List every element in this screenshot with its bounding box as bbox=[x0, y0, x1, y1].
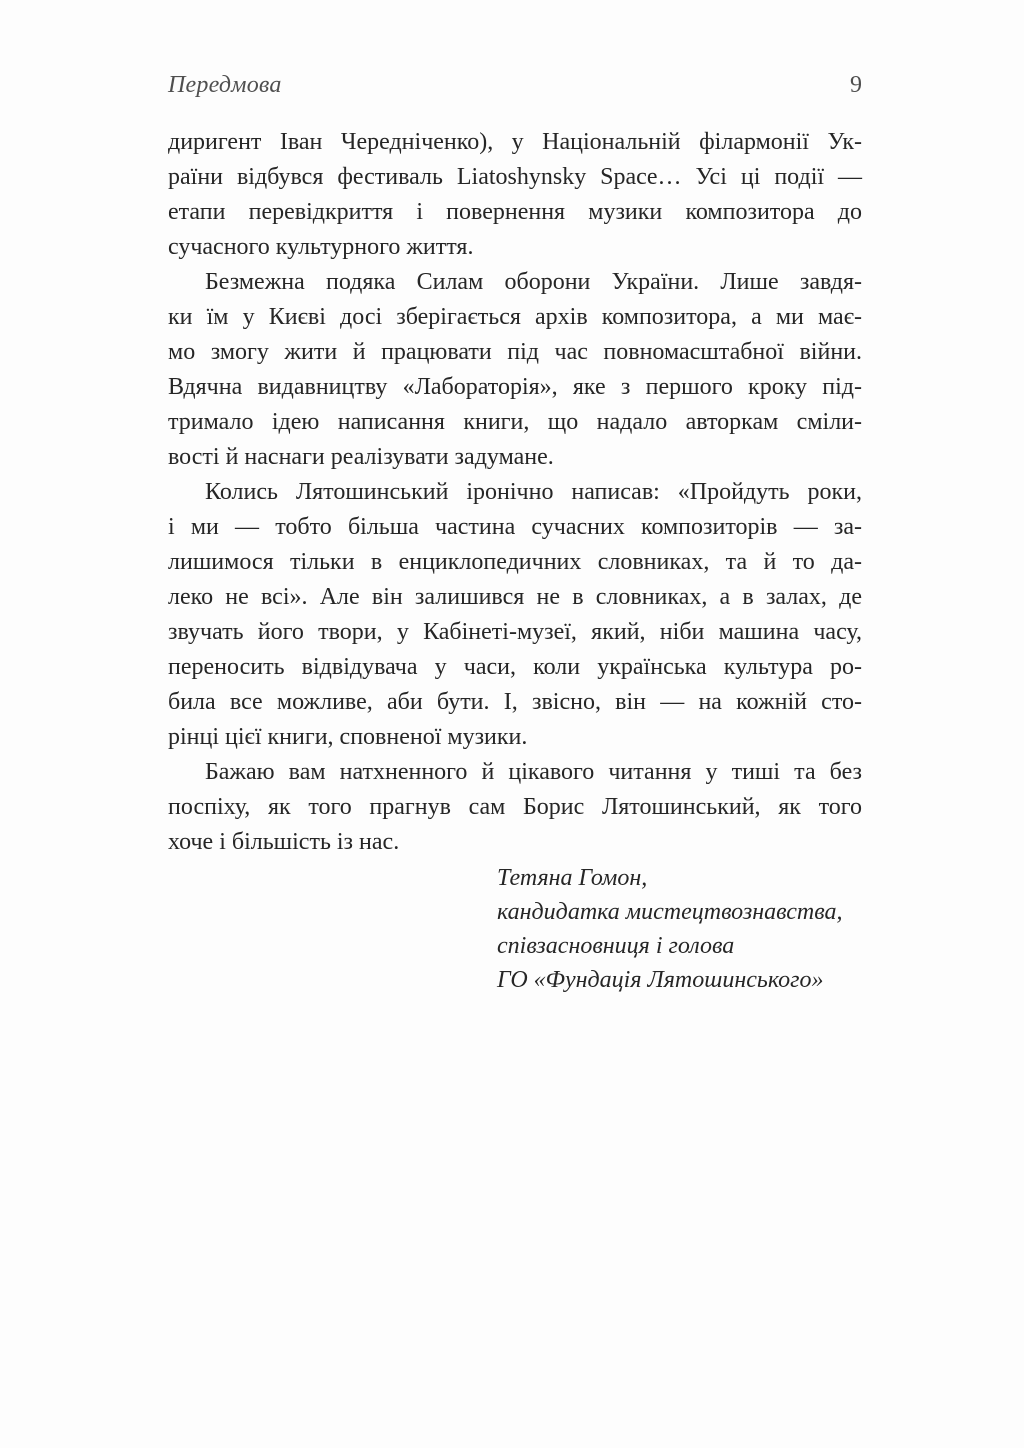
body-text bbox=[168, 125, 862, 860]
signature-line: Тетяна Гомон, bbox=[497, 865, 648, 891]
paragraph bbox=[168, 755, 862, 860]
running-header bbox=[168, 72, 862, 99]
signature-line: ГО «Фундація Лятошинського» bbox=[497, 967, 824, 993]
text-line: ки їм у Києві досі зберігається архів композитора, а ми має- bbox=[168, 304, 862, 330]
signature-block bbox=[497, 861, 842, 997]
text-line: мо змогу жити й працювати під час повномасштабної війни. bbox=[168, 339, 862, 365]
text-line: рінці цієї книги, сповненої музики. bbox=[168, 724, 528, 750]
text-line: Колись Лятошинський іронічно написав: «Пройдуть роки, bbox=[205, 479, 862, 505]
signature-line: кандидатка мистецтвознавства, bbox=[497, 899, 843, 925]
text-line: диригент Іван Чередніченко), у Національній філармонії Ук- bbox=[168, 129, 862, 155]
text-line: Вдячна видавництву «Лабораторія», яке з першого кроку під- bbox=[168, 374, 862, 400]
text-line: раїни відбувся фестиваль Liatoshynsky Space… Усі ці події — bbox=[168, 164, 862, 190]
text-line: і ми — тобто більша частина сучасних композиторів — за- bbox=[168, 514, 862, 540]
text-line: тримало ідею написання книги, що надало авторкам сміли- bbox=[168, 409, 862, 435]
text-line: переносить відвідувача у часи, коли українська культура ро- bbox=[168, 654, 862, 680]
text-line: Бажаю вам натхненного й цікавого читання у тиші та без bbox=[205, 759, 862, 785]
running-header-title: Передмова bbox=[168, 72, 282, 98]
text-line: лишимося тільки в енциклопедичних словниках, та й то да- bbox=[168, 549, 862, 575]
text-line: вості й наснаги реалізувати задумане. bbox=[168, 444, 554, 470]
text-line: поспіху, як того прагнув сам Борис Лятошинський, як того bbox=[168, 794, 862, 820]
page-number: 9 bbox=[850, 72, 862, 98]
text-line: сучасного культурного життя. bbox=[168, 234, 474, 260]
paragraph bbox=[168, 475, 862, 755]
signature-line: співзасновниця і голова bbox=[497, 933, 735, 959]
text-line: била все можливе, аби бути. І, звісно, він — на кожній сто- bbox=[168, 689, 862, 715]
paragraph bbox=[168, 265, 862, 475]
text-line: звучать його твори, у Кабінеті-музеї, який, ніби машина часу, bbox=[168, 619, 862, 645]
text-line: Безмежна подяка Силам оборони України. Лише завдя- bbox=[205, 269, 862, 295]
text-line: хоче і більшість із нас. bbox=[168, 829, 400, 855]
paragraph bbox=[168, 125, 862, 265]
text-line: етапи перевідкриття і повернення музики композитора до bbox=[168, 199, 862, 225]
text-line: леко не всі». Але він залишився не в словниках, а в залах, де bbox=[168, 584, 862, 610]
